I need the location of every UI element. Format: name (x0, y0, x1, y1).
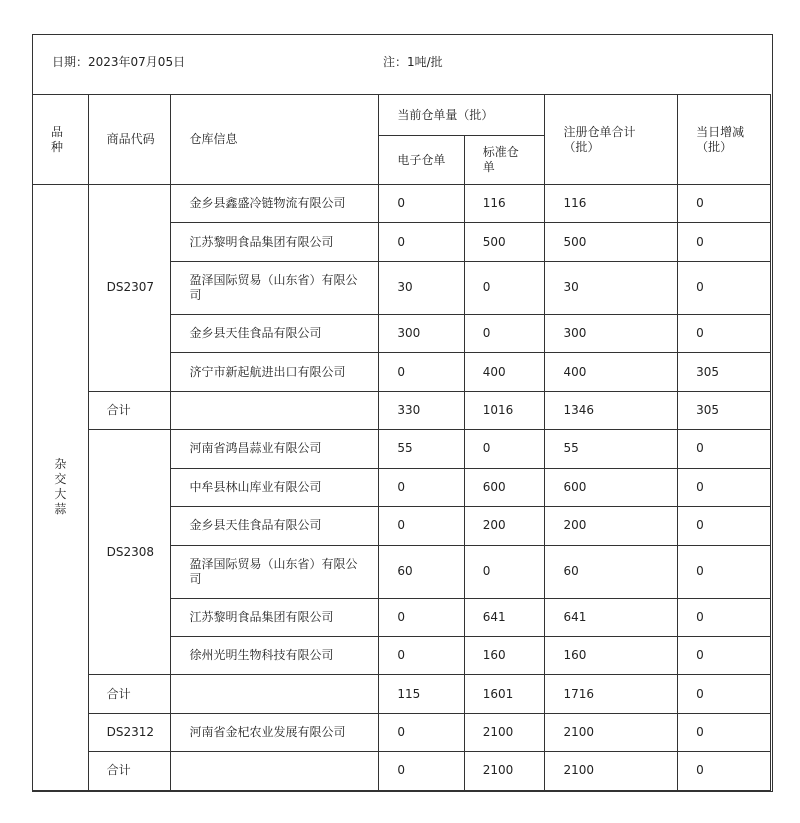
registered-total: 400 (545, 353, 678, 391)
daily-change: 0 (678, 223, 771, 261)
electronic-warrant: 0 (379, 353, 464, 391)
electronic-warrant: 0 (379, 223, 464, 261)
daily-change: 0 (678, 636, 771, 674)
subtotal-electronic: 0 (379, 752, 464, 790)
warehouse-name: 金乡县天佳食品有限公司 (171, 507, 379, 545)
product-code: DS2308 (88, 430, 171, 675)
subtotal-electronic: 330 (379, 391, 464, 429)
warehouse-name: 金乡县天佳食品有限公司 (171, 314, 379, 352)
warehouse-name: 河南省鸿昌蒜业有限公司 (171, 430, 379, 468)
subtotal-standard: 1016 (464, 391, 545, 429)
col-electronic: 电子仓单 (379, 136, 464, 185)
table-row (33, 713, 771, 751)
subtotal-warehouse (171, 675, 379, 713)
electronic-warrant: 0 (379, 507, 464, 545)
subtotal-electronic: 115 (379, 675, 464, 713)
electronic-warrant: 0 (379, 185, 464, 223)
subtotal-registered: 2100 (545, 752, 678, 790)
electronic-warrant: 0 (379, 598, 464, 636)
product-code: DS2312 (88, 713, 171, 751)
subtotal-warehouse (171, 752, 379, 790)
daily-change: 0 (678, 545, 771, 598)
subtotal-registered: 1716 (545, 675, 678, 713)
subtotal-change: 0 (678, 675, 771, 713)
registered-total: 200 (545, 507, 678, 545)
daily-change: 0 (678, 713, 771, 751)
col-code: 商品代码 (88, 95, 171, 185)
electronic-warrant: 55 (379, 430, 464, 468)
registered-total: 600 (545, 468, 678, 506)
warehouse-name: 盈泽国际贸易（山东省）有限公司 (171, 261, 379, 314)
warehouse-name: 江苏黎明食品集团有限公司 (171, 598, 379, 636)
report-date: 日期：2023年07月05日 (52, 55, 186, 69)
standard-warrant: 0 (464, 261, 545, 314)
electronic-warrant: 0 (379, 468, 464, 506)
warrant-report (32, 34, 773, 792)
registered-total: 60 (545, 545, 678, 598)
warehouse-name: 江苏黎明食品集团有限公司 (171, 223, 379, 261)
warehouse-name: 盈泽国际贸易（山东省）有限公司 (171, 545, 379, 598)
registered-total: 300 (545, 314, 678, 352)
col-warehouse: 仓库信息 (171, 95, 379, 185)
product-code: DS2307 (88, 185, 171, 392)
variety-label: 杂交大蒜 (54, 457, 67, 517)
subtotal-label: 合计 (88, 675, 171, 713)
subtotal-standard: 2100 (464, 752, 545, 790)
warehouse-name: 河南省金杞农业发展有限公司 (171, 713, 379, 751)
daily-change: 0 (678, 430, 771, 468)
unit-note: 注：1吨/批 (383, 55, 443, 69)
standard-warrant: 641 (464, 598, 545, 636)
standard-warrant: 116 (464, 185, 545, 223)
standard-warrant: 160 (464, 636, 545, 674)
subtotal-change: 0 (678, 752, 771, 790)
registered-total: 55 (545, 430, 678, 468)
table-row (33, 185, 771, 223)
daily-change: 0 (678, 507, 771, 545)
warehouse-name: 徐州光明生物科技有限公司 (171, 636, 379, 674)
daily-change: 0 (678, 598, 771, 636)
daily-change: 305 (678, 353, 771, 391)
col-standard: 标准仓单 (464, 136, 545, 185)
warehouse-name: 中牟县林山库业有限公司 (171, 468, 379, 506)
subtotal-change: 305 (678, 391, 771, 429)
col-current: 当前仓单量（批） (379, 95, 545, 136)
warrant-table (32, 94, 771, 791)
electronic-warrant: 30 (379, 261, 464, 314)
registered-total: 30 (545, 261, 678, 314)
variety-cell (33, 185, 89, 791)
col-registered: 注册仓单合计（批） (545, 95, 678, 185)
col-variety: 品种 (33, 95, 89, 185)
subtotal-standard: 1601 (464, 675, 545, 713)
electronic-warrant: 0 (379, 713, 464, 751)
warrant-table-body (33, 95, 771, 791)
standard-warrant: 600 (464, 468, 545, 506)
daily-change: 0 (678, 314, 771, 352)
daily-change: 0 (678, 185, 771, 223)
daily-change: 0 (678, 261, 771, 314)
subtotal-registered: 1346 (545, 391, 678, 429)
standard-warrant: 2100 (464, 713, 545, 751)
subtotal-label: 合计 (88, 391, 171, 429)
registered-total: 641 (545, 598, 678, 636)
subtotal-row (33, 675, 771, 713)
standard-warrant: 200 (464, 507, 545, 545)
subtotal-warehouse (171, 391, 379, 429)
subtotal-row (33, 391, 771, 429)
standard-warrant: 0 (464, 430, 545, 468)
report-header (33, 35, 772, 95)
electronic-warrant: 0 (379, 636, 464, 674)
subtotal-row (33, 752, 771, 790)
registered-total: 116 (545, 185, 678, 223)
electronic-warrant: 300 (379, 314, 464, 352)
table-row (33, 430, 771, 468)
standard-warrant: 0 (464, 314, 545, 352)
subtotal-label: 合计 (88, 752, 171, 790)
electronic-warrant: 60 (379, 545, 464, 598)
warehouse-name: 金乡县鑫盛冷链物流有限公司 (171, 185, 379, 223)
registered-total: 500 (545, 223, 678, 261)
registered-total: 2100 (545, 713, 678, 751)
standard-warrant: 500 (464, 223, 545, 261)
standard-warrant: 400 (464, 353, 545, 391)
header-row-1 (33, 95, 771, 136)
warehouse-name: 济宁市新起航进出口有限公司 (171, 353, 379, 391)
registered-total: 160 (545, 636, 678, 674)
daily-change: 0 (678, 468, 771, 506)
col-change: 当日增减（批） (678, 95, 771, 185)
standard-warrant: 0 (464, 545, 545, 598)
